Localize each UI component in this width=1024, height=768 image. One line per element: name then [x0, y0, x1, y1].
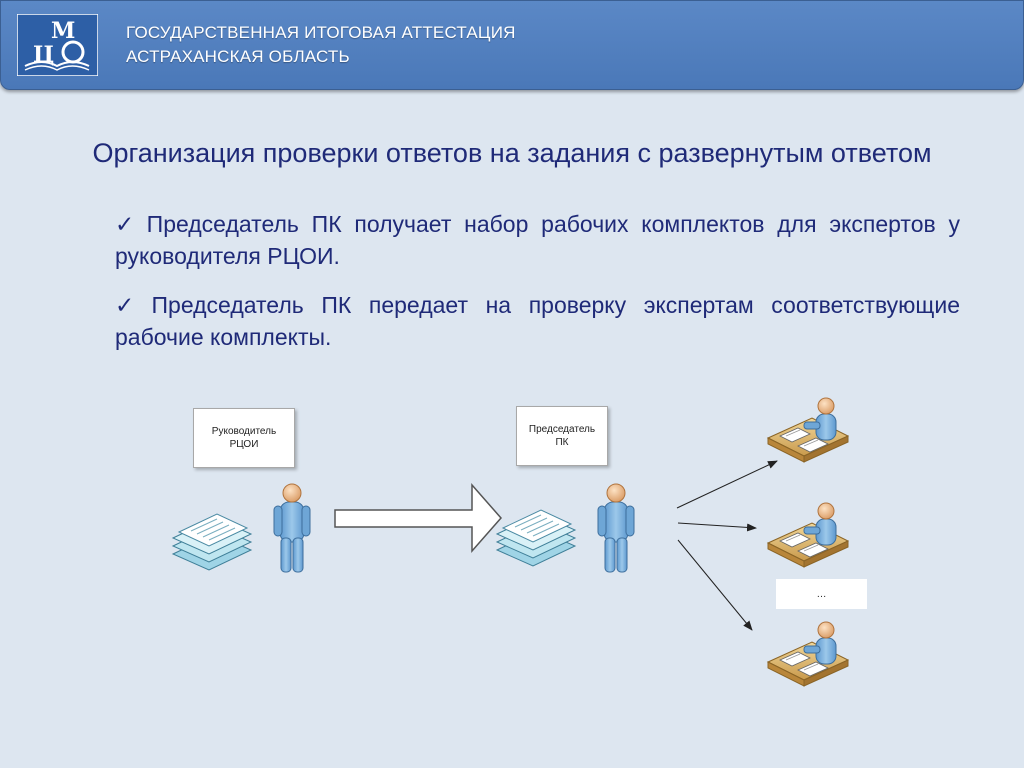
bullet-text: Председатель ПК получает набор рабочих комплектов для экспертов у руководителя РЦОИ. — [115, 211, 960, 269]
box-label: РЦОИ — [229, 439, 259, 450]
person-icon — [274, 484, 310, 572]
header-line-1: ГОСУДАРСТВЕННАЯ ИТОГОВАЯ АТТЕСТАЦИЯ — [126, 23, 516, 42]
box-more-experts: … — [776, 579, 867, 609]
big-arrow-icon — [335, 485, 501, 551]
slide-title: Организация проверки ответов на задания с развернутым ответом — [92, 138, 932, 168]
checkmark-icon: ✓ — [115, 292, 146, 318]
arrow-to-expert-2 — [678, 523, 756, 528]
header-line-2: АСТРАХАНСКАЯ ОБЛАСТЬ — [126, 47, 350, 66]
checkmark-icon: ✓ — [115, 211, 141, 237]
expert-at-desk-icon — [768, 622, 848, 686]
box-label: Руководитель — [211, 426, 277, 437]
paper-stack-icon — [173, 514, 251, 570]
box-label: ПК — [555, 437, 569, 448]
bullet-text: Председатель ПК передает на проверку экспертам соответствующие рабочие комплекты. — [115, 292, 960, 350]
expert-at-desk-icon — [768, 503, 848, 567]
arrow-to-expert-1 — [677, 461, 777, 508]
svg-text:М: М — [51, 18, 76, 44]
box-pk-chairman — [516, 406, 608, 466]
box-rcoi-head — [193, 408, 295, 468]
box-label: Председатель — [528, 424, 596, 435]
person-icon — [598, 484, 634, 572]
expert-at-desk-icon — [768, 398, 848, 462]
paper-stack-icon — [497, 510, 575, 566]
svg-text:Ц: Ц — [33, 42, 55, 68]
arrow-to-expert-3 — [678, 540, 752, 630]
